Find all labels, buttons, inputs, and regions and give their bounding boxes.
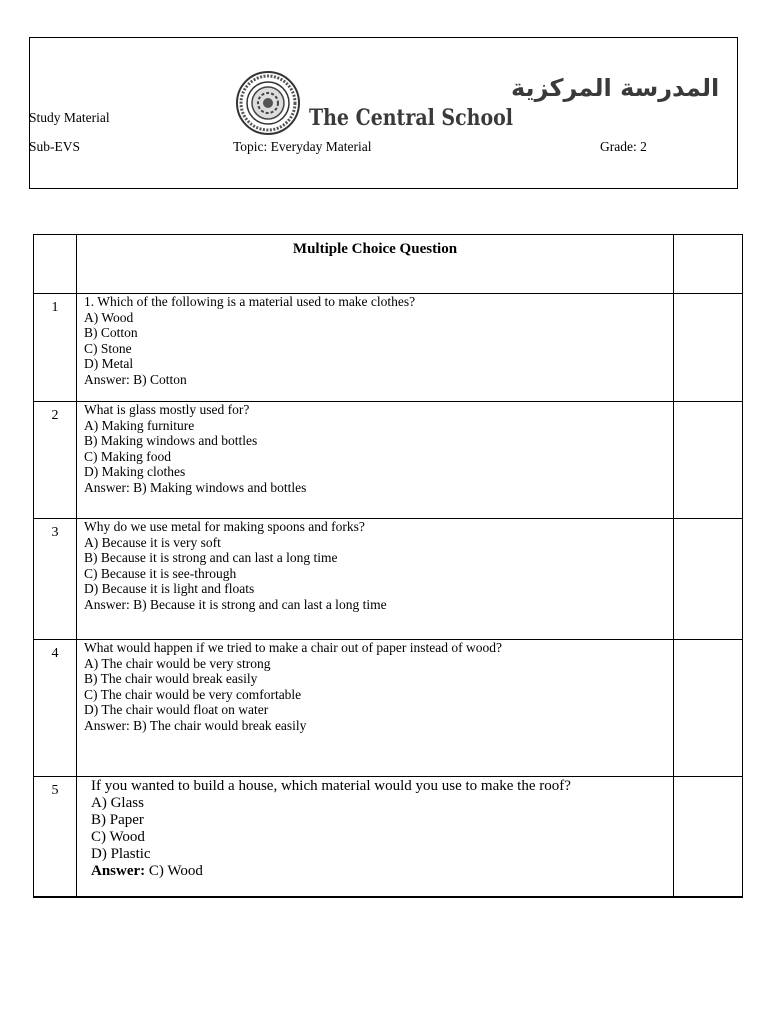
question-text: 1. Which of the following is a material used to make clothes? <box>84 294 416 309</box>
option-c: C) Stone <box>84 340 132 356</box>
question-text: What is glass mostly used for? <box>84 402 250 417</box>
question-number: 5 <box>34 777 77 897</box>
answer-value: C) Wood <box>145 863 203 879</box>
option-a: A) Because it is very soft <box>84 534 221 550</box>
answer-text: Answer: B) The chair would break easily <box>84 717 307 733</box>
question-table <box>33 234 743 898</box>
question-cell <box>77 294 674 402</box>
option-c: C) Wood <box>91 829 145 845</box>
question-row <box>34 519 743 640</box>
option-d: D) Because it is light and floats <box>84 581 255 596</box>
question-row <box>34 640 743 777</box>
option-b: B) Because it is strong and can last a long time <box>84 550 338 565</box>
option-b: B) Paper <box>91 812 144 828</box>
school-logo <box>235 70 720 136</box>
question-cell <box>77 519 674 640</box>
option-c: C) The chair would be very comfortable <box>84 686 302 702</box>
side-cell <box>674 777 743 897</box>
study-material-label: Study Material <box>29 110 110 125</box>
side-cell <box>674 294 743 402</box>
school-name-arabic: المدرسة المركزية <box>511 74 720 102</box>
question-number: 4 <box>34 640 77 777</box>
school-crest-emblem <box>237 72 299 134</box>
grade-label: Grade: 2 <box>600 139 647 154</box>
option-a: A) Glass <box>91 795 144 811</box>
answer-text: Answer: B) Because it is strong and can last a long time <box>84 596 387 612</box>
option-a: A) Wood <box>84 309 134 325</box>
table-title-row <box>34 235 743 294</box>
question-cell <box>77 640 674 777</box>
option-c: C) Making food <box>84 448 171 464</box>
option-d: D) Making clothes <box>84 464 186 479</box>
answer-text: Answer: B) Making windows and bottles <box>84 479 307 495</box>
table-title: Multiple Choice Question <box>77 235 674 294</box>
question-row <box>34 402 743 519</box>
question-text: Why do we use metal for making spoons and forks? <box>84 519 365 534</box>
option-a: A) The chair would be very strong <box>84 655 271 671</box>
question-number: 3 <box>34 519 77 640</box>
question-row <box>34 777 743 897</box>
title-side-cell <box>674 235 743 294</box>
title-number-cell <box>34 235 77 294</box>
option-d: D) The chair would float on water <box>84 702 269 717</box>
topic-label: Topic: Everyday Material <box>233 139 372 154</box>
side-cell <box>674 519 743 640</box>
answer-text: Answer: B) Cotton <box>84 371 187 387</box>
question-text: What would happen if we tried to make a chair out of paper instead of wood? <box>84 640 502 655</box>
question-text: If you wanted to build a house, which material would you use to make the roof? <box>91 778 571 794</box>
question-number: 1 <box>34 294 77 402</box>
option-a: A) Making furniture <box>84 417 195 433</box>
school-name-english: The Central School <box>309 105 513 131</box>
question-cell <box>77 777 674 897</box>
option-b: B) Making windows and bottles <box>84 433 258 448</box>
question-row <box>34 294 743 402</box>
answer-label: Answer: <box>91 863 146 879</box>
option-d: D) Plastic <box>91 846 151 862</box>
option-b: B) Cotton <box>84 325 138 340</box>
question-cell <box>77 402 674 519</box>
option-c: C) Because it is see-through <box>84 565 237 581</box>
question-number: 2 <box>34 402 77 519</box>
subject-label: Sub-EVS <box>29 139 81 154</box>
option-b: B) The chair would break easily <box>84 671 258 686</box>
answer-line <box>91 863 673 880</box>
side-cell <box>674 402 743 519</box>
side-cell <box>674 640 743 777</box>
option-d: D) Metal <box>84 356 134 371</box>
